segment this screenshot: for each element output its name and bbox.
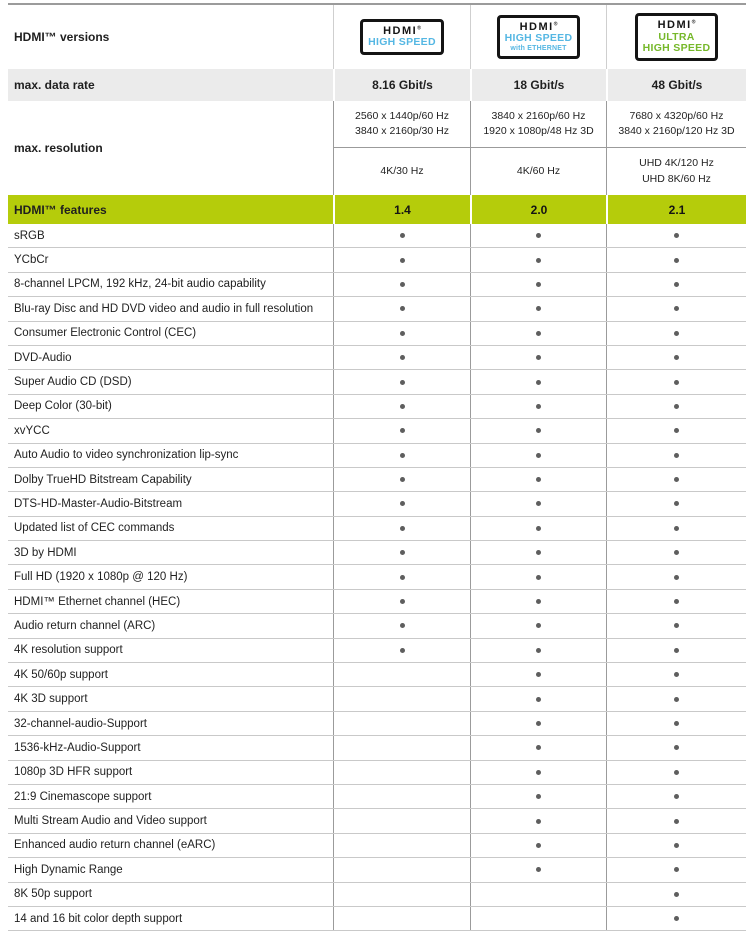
support-dot-icon	[536, 575, 541, 580]
badge-line: HIGH SPEED	[504, 32, 573, 45]
support-dot-icon	[536, 843, 541, 848]
feature-label: DTS-HD-Master-Audio-Bitstream	[14, 497, 183, 510]
support-cell	[470, 224, 606, 247]
support-cell	[333, 273, 470, 296]
feature-row	[8, 858, 746, 882]
support-dot-icon	[674, 404, 679, 409]
resolution-value: 4K/60 Hz	[470, 148, 606, 195]
support-cell	[333, 492, 470, 515]
feature-row	[8, 468, 746, 492]
feature-row	[8, 297, 746, 321]
support-dot-icon	[536, 477, 541, 482]
support-dot-icon	[674, 575, 679, 580]
feature-label: sRGB	[14, 229, 45, 242]
feature-row	[8, 370, 746, 394]
feature-row	[8, 834, 746, 858]
support-cell	[606, 736, 746, 759]
feature-label: 4K resolution support	[14, 644, 123, 657]
feature-label: Updated list of CEC commands	[14, 522, 175, 535]
support-dot-icon	[674, 258, 679, 263]
support-cell	[606, 444, 746, 467]
feature-label: Consumer Electronic Control (CEC)	[14, 327, 197, 340]
feature-row	[8, 322, 746, 346]
feature-row	[8, 736, 746, 760]
support-cell	[333, 736, 470, 759]
hdmi-high-speed-ethernet-badge	[497, 15, 581, 59]
support-cell	[606, 663, 746, 686]
support-cell	[606, 565, 746, 588]
feature-label: Blu-ray Disc and HD DVD video and audio in full resolution	[14, 302, 314, 315]
data-rate-row	[8, 69, 746, 101]
support-dot-icon	[674, 599, 679, 604]
feature-label: Audio return channel (ARC)	[14, 619, 156, 632]
support-dot-icon	[536, 697, 541, 702]
resolution-value: 2560 x 1440p/60 Hz 3840 x 2160p/30 Hz	[333, 101, 470, 148]
support-dot-icon	[674, 721, 679, 726]
resolution-value: 3840 x 2160p/60 Hz 1920 x 1080p/48 Hz 3D	[470, 101, 606, 148]
support-dot-icon	[536, 721, 541, 726]
support-cell	[333, 370, 470, 393]
support-cell	[470, 761, 606, 784]
badge-subline: with ETHERNET	[510, 44, 567, 52]
support-cell	[333, 614, 470, 637]
feature-row	[8, 663, 746, 687]
support-cell	[333, 395, 470, 418]
feature-row	[8, 517, 746, 541]
support-dot-icon	[674, 331, 679, 336]
support-cell	[333, 224, 470, 247]
support-cell	[333, 297, 470, 320]
support-cell	[333, 639, 470, 662]
feature-label: 4K 50/60p support	[14, 668, 108, 681]
support-dot-icon	[536, 648, 541, 653]
feature-label: Auto Audio to video synchronization lip-sync	[14, 449, 239, 462]
resolution-section	[8, 101, 746, 195]
support-dot-icon	[674, 697, 679, 702]
badge-line: HIGH SPEED	[368, 36, 436, 49]
support-cell	[333, 346, 470, 369]
data-rate-label: max. data rate	[14, 78, 95, 92]
features-header-label: HDMI™ features	[14, 202, 107, 217]
support-cell	[333, 517, 470, 540]
support-cell	[333, 590, 470, 613]
support-dot-icon	[674, 648, 679, 653]
support-dot-icon	[536, 306, 541, 311]
support-cell	[606, 712, 746, 735]
versions-label: HDMI™ versions	[14, 30, 110, 44]
badge-line: ULTRA	[658, 30, 695, 43]
feature-label: Dolby TrueHD Bitstream Capability	[14, 473, 192, 486]
support-cell	[606, 370, 746, 393]
feature-row	[8, 907, 746, 931]
feature-row	[8, 883, 746, 907]
feature-label: 21:9 Cinemascope support	[14, 790, 152, 803]
feature-row	[8, 346, 746, 370]
feature-rows	[8, 224, 746, 931]
support-cell	[606, 297, 746, 320]
support-cell	[333, 834, 470, 857]
support-dot-icon	[400, 599, 405, 604]
support-cell	[470, 565, 606, 588]
support-dot-icon	[400, 331, 405, 336]
support-dot-icon	[536, 501, 541, 506]
support-dot-icon	[674, 380, 679, 385]
support-dot-icon	[536, 745, 541, 750]
feature-row	[8, 444, 746, 468]
support-dot-icon	[674, 819, 679, 824]
support-cell	[606, 834, 746, 857]
support-cell	[333, 419, 470, 442]
support-dot-icon	[674, 526, 679, 531]
support-dot-icon	[674, 892, 679, 897]
support-dot-icon	[674, 233, 679, 238]
support-dot-icon	[400, 623, 405, 628]
feature-label: Deep Color (30-bit)	[14, 400, 112, 413]
feature-label: 14 and 16 bit color depth support	[14, 912, 183, 925]
feature-row	[8, 419, 746, 443]
support-cell	[606, 590, 746, 613]
support-cell	[606, 224, 746, 247]
feature-row	[8, 785, 746, 809]
support-dot-icon	[536, 282, 541, 287]
support-cell	[333, 248, 470, 271]
feature-row	[8, 809, 746, 833]
support-dot-icon	[674, 453, 679, 458]
support-dot-icon	[674, 477, 679, 482]
support-dot-icon	[536, 867, 541, 872]
feature-label: YCbCr	[14, 254, 49, 267]
support-cell	[470, 395, 606, 418]
support-dot-icon	[400, 258, 405, 263]
feature-row	[8, 224, 746, 248]
support-cell	[333, 907, 470, 930]
feature-label: Full HD (1920 x 1080p @ 120 Hz)	[14, 571, 188, 584]
feature-label: Super Audio CD (DSD)	[14, 376, 132, 389]
support-cell	[606, 273, 746, 296]
feature-label: High Dynamic Range	[14, 863, 123, 876]
feature-label: 32-channel-audio-Support	[14, 717, 147, 730]
hdmi-logo: HDMI®	[383, 25, 421, 38]
badge-cell-1	[333, 5, 470, 69]
feature-label: 4K 3D support	[14, 693, 88, 706]
support-cell	[470, 590, 606, 613]
support-cell	[333, 444, 470, 467]
support-cell	[606, 468, 746, 491]
support-cell	[606, 639, 746, 662]
support-cell	[606, 761, 746, 784]
support-dot-icon	[536, 770, 541, 775]
support-dot-icon	[400, 477, 405, 482]
feature-label: 8-channel LPCM, 192 kHz, 24-bit audio capability	[14, 278, 266, 291]
support-cell	[470, 809, 606, 832]
support-dot-icon	[400, 526, 405, 531]
support-cell	[470, 614, 606, 637]
support-cell	[606, 517, 746, 540]
support-cell	[606, 858, 746, 881]
support-cell	[333, 712, 470, 735]
feature-label: 1080p 3D HFR support	[14, 766, 133, 779]
support-dot-icon	[674, 794, 679, 799]
support-cell	[606, 614, 746, 637]
support-dot-icon	[674, 843, 679, 848]
support-dot-icon	[400, 550, 405, 555]
support-dot-icon	[400, 282, 405, 287]
version-number: 2.0	[470, 195, 606, 224]
support-cell	[470, 419, 606, 442]
data-rate-value: 48 Gbit/s	[606, 69, 746, 101]
support-cell	[606, 809, 746, 832]
support-cell	[606, 883, 746, 906]
support-cell	[470, 736, 606, 759]
feature-row	[8, 590, 746, 614]
support-cell	[470, 346, 606, 369]
versions-row	[8, 5, 746, 69]
support-dot-icon	[674, 745, 679, 750]
support-dot-icon	[400, 380, 405, 385]
support-dot-icon	[674, 916, 679, 921]
support-dot-icon	[400, 648, 405, 653]
feature-row	[8, 712, 746, 736]
support-dot-icon	[536, 331, 541, 336]
support-cell	[333, 883, 470, 906]
support-cell	[470, 639, 606, 662]
support-dot-icon	[536, 794, 541, 799]
version-number: 1.4	[333, 195, 470, 224]
support-cell	[606, 248, 746, 271]
feature-row	[8, 541, 746, 565]
support-cell	[606, 419, 746, 442]
support-dot-icon	[400, 306, 405, 311]
support-cell	[470, 492, 606, 515]
hdmi-high-speed-badge	[360, 19, 444, 55]
support-cell	[470, 468, 606, 491]
support-cell	[606, 492, 746, 515]
data-rate-value: 18 Gbit/s	[470, 69, 606, 101]
feature-row	[8, 492, 746, 516]
feature-row	[8, 639, 746, 663]
feature-row	[8, 395, 746, 419]
feature-row	[8, 761, 746, 785]
support-dot-icon	[536, 550, 541, 555]
support-dot-icon	[400, 404, 405, 409]
support-dot-icon	[536, 355, 541, 360]
support-cell	[470, 687, 606, 710]
feature-label: 3D by HDMI	[14, 546, 77, 559]
support-cell	[333, 858, 470, 881]
support-dot-icon	[674, 306, 679, 311]
support-cell	[470, 248, 606, 271]
support-cell	[470, 541, 606, 564]
support-cell	[470, 834, 606, 857]
feature-row	[8, 273, 746, 297]
support-cell	[470, 712, 606, 735]
support-dot-icon	[674, 355, 679, 360]
support-dot-icon	[536, 453, 541, 458]
support-dot-icon	[674, 623, 679, 628]
support-cell	[333, 761, 470, 784]
feature-label: 1536-kHz-Audio-Support	[14, 741, 141, 754]
badge-cell-2	[470, 5, 606, 69]
support-dot-icon	[400, 575, 405, 580]
support-dot-icon	[400, 355, 405, 360]
feature-label: HDMI™ Ethernet channel (HEC)	[14, 595, 181, 608]
badge-cell-3	[606, 5, 746, 69]
support-cell	[470, 858, 606, 881]
support-dot-icon	[400, 233, 405, 238]
support-dot-icon	[674, 550, 679, 555]
support-cell	[333, 785, 470, 808]
feature-row	[8, 248, 746, 272]
support-cell	[333, 322, 470, 345]
version-number: 2.1	[606, 195, 746, 224]
feature-label: Multi Stream Audio and Video support	[14, 815, 207, 828]
support-dot-icon	[400, 453, 405, 458]
support-dot-icon	[536, 526, 541, 531]
resolution-value: 4K/30 Hz	[333, 148, 470, 195]
support-dot-icon	[674, 428, 679, 433]
support-cell	[333, 687, 470, 710]
resolution-value: UHD 4K/120 Hz UHD 8K/60 Hz	[606, 148, 746, 195]
hdmi-ultra-high-speed-badge	[635, 13, 719, 60]
feature-row	[8, 565, 746, 589]
support-cell	[470, 785, 606, 808]
support-cell	[470, 370, 606, 393]
data-rate-value: 8.16 Gbit/s	[333, 69, 470, 101]
support-dot-icon	[536, 428, 541, 433]
support-cell	[333, 541, 470, 564]
support-cell	[606, 395, 746, 418]
support-dot-icon	[674, 867, 679, 872]
feature-label: 8K 50p support	[14, 888, 93, 901]
feature-row	[8, 614, 746, 638]
support-cell	[470, 663, 606, 686]
support-cell	[470, 907, 606, 930]
support-cell	[606, 541, 746, 564]
support-cell	[606, 322, 746, 345]
resolution-label: max. resolution	[14, 141, 103, 155]
support-dot-icon	[400, 428, 405, 433]
support-dot-icon	[536, 672, 541, 677]
badge-line: HIGH SPEED	[642, 42, 711, 55]
feature-row	[8, 687, 746, 711]
support-cell	[606, 907, 746, 930]
support-dot-icon	[400, 501, 405, 506]
support-dot-icon	[536, 380, 541, 385]
support-cell	[606, 687, 746, 710]
support-dot-icon	[536, 404, 541, 409]
hdmi-logo: HDMI®	[519, 20, 558, 33]
hdmi-logo: HDMI®	[657, 19, 696, 32]
support-cell	[470, 297, 606, 320]
support-cell	[470, 883, 606, 906]
feature-label: Enhanced audio return channel (eARC)	[14, 839, 216, 852]
support-dot-icon	[536, 599, 541, 604]
support-cell	[333, 809, 470, 832]
support-dot-icon	[536, 819, 541, 824]
feature-label: DVD-Audio	[14, 351, 72, 364]
support-cell	[606, 346, 746, 369]
support-dot-icon	[674, 282, 679, 287]
support-dot-icon	[536, 233, 541, 238]
support-cell	[470, 273, 606, 296]
resolution-value: 7680 x 4320p/60 Hz 3840 x 2160p/120 Hz 3D	[606, 101, 746, 148]
hdmi-comparison-table	[8, 3, 746, 931]
support-cell	[470, 444, 606, 467]
support-dot-icon	[536, 623, 541, 628]
support-cell	[606, 785, 746, 808]
support-dot-icon	[674, 501, 679, 506]
features-header-row	[8, 195, 746, 224]
support-dot-icon	[674, 672, 679, 677]
support-dot-icon	[674, 770, 679, 775]
support-cell	[470, 517, 606, 540]
feature-label: xvYCC	[14, 424, 50, 437]
support-cell	[333, 468, 470, 491]
support-cell	[333, 565, 470, 588]
support-dot-icon	[536, 258, 541, 263]
support-cell	[470, 322, 606, 345]
support-cell	[333, 663, 470, 686]
